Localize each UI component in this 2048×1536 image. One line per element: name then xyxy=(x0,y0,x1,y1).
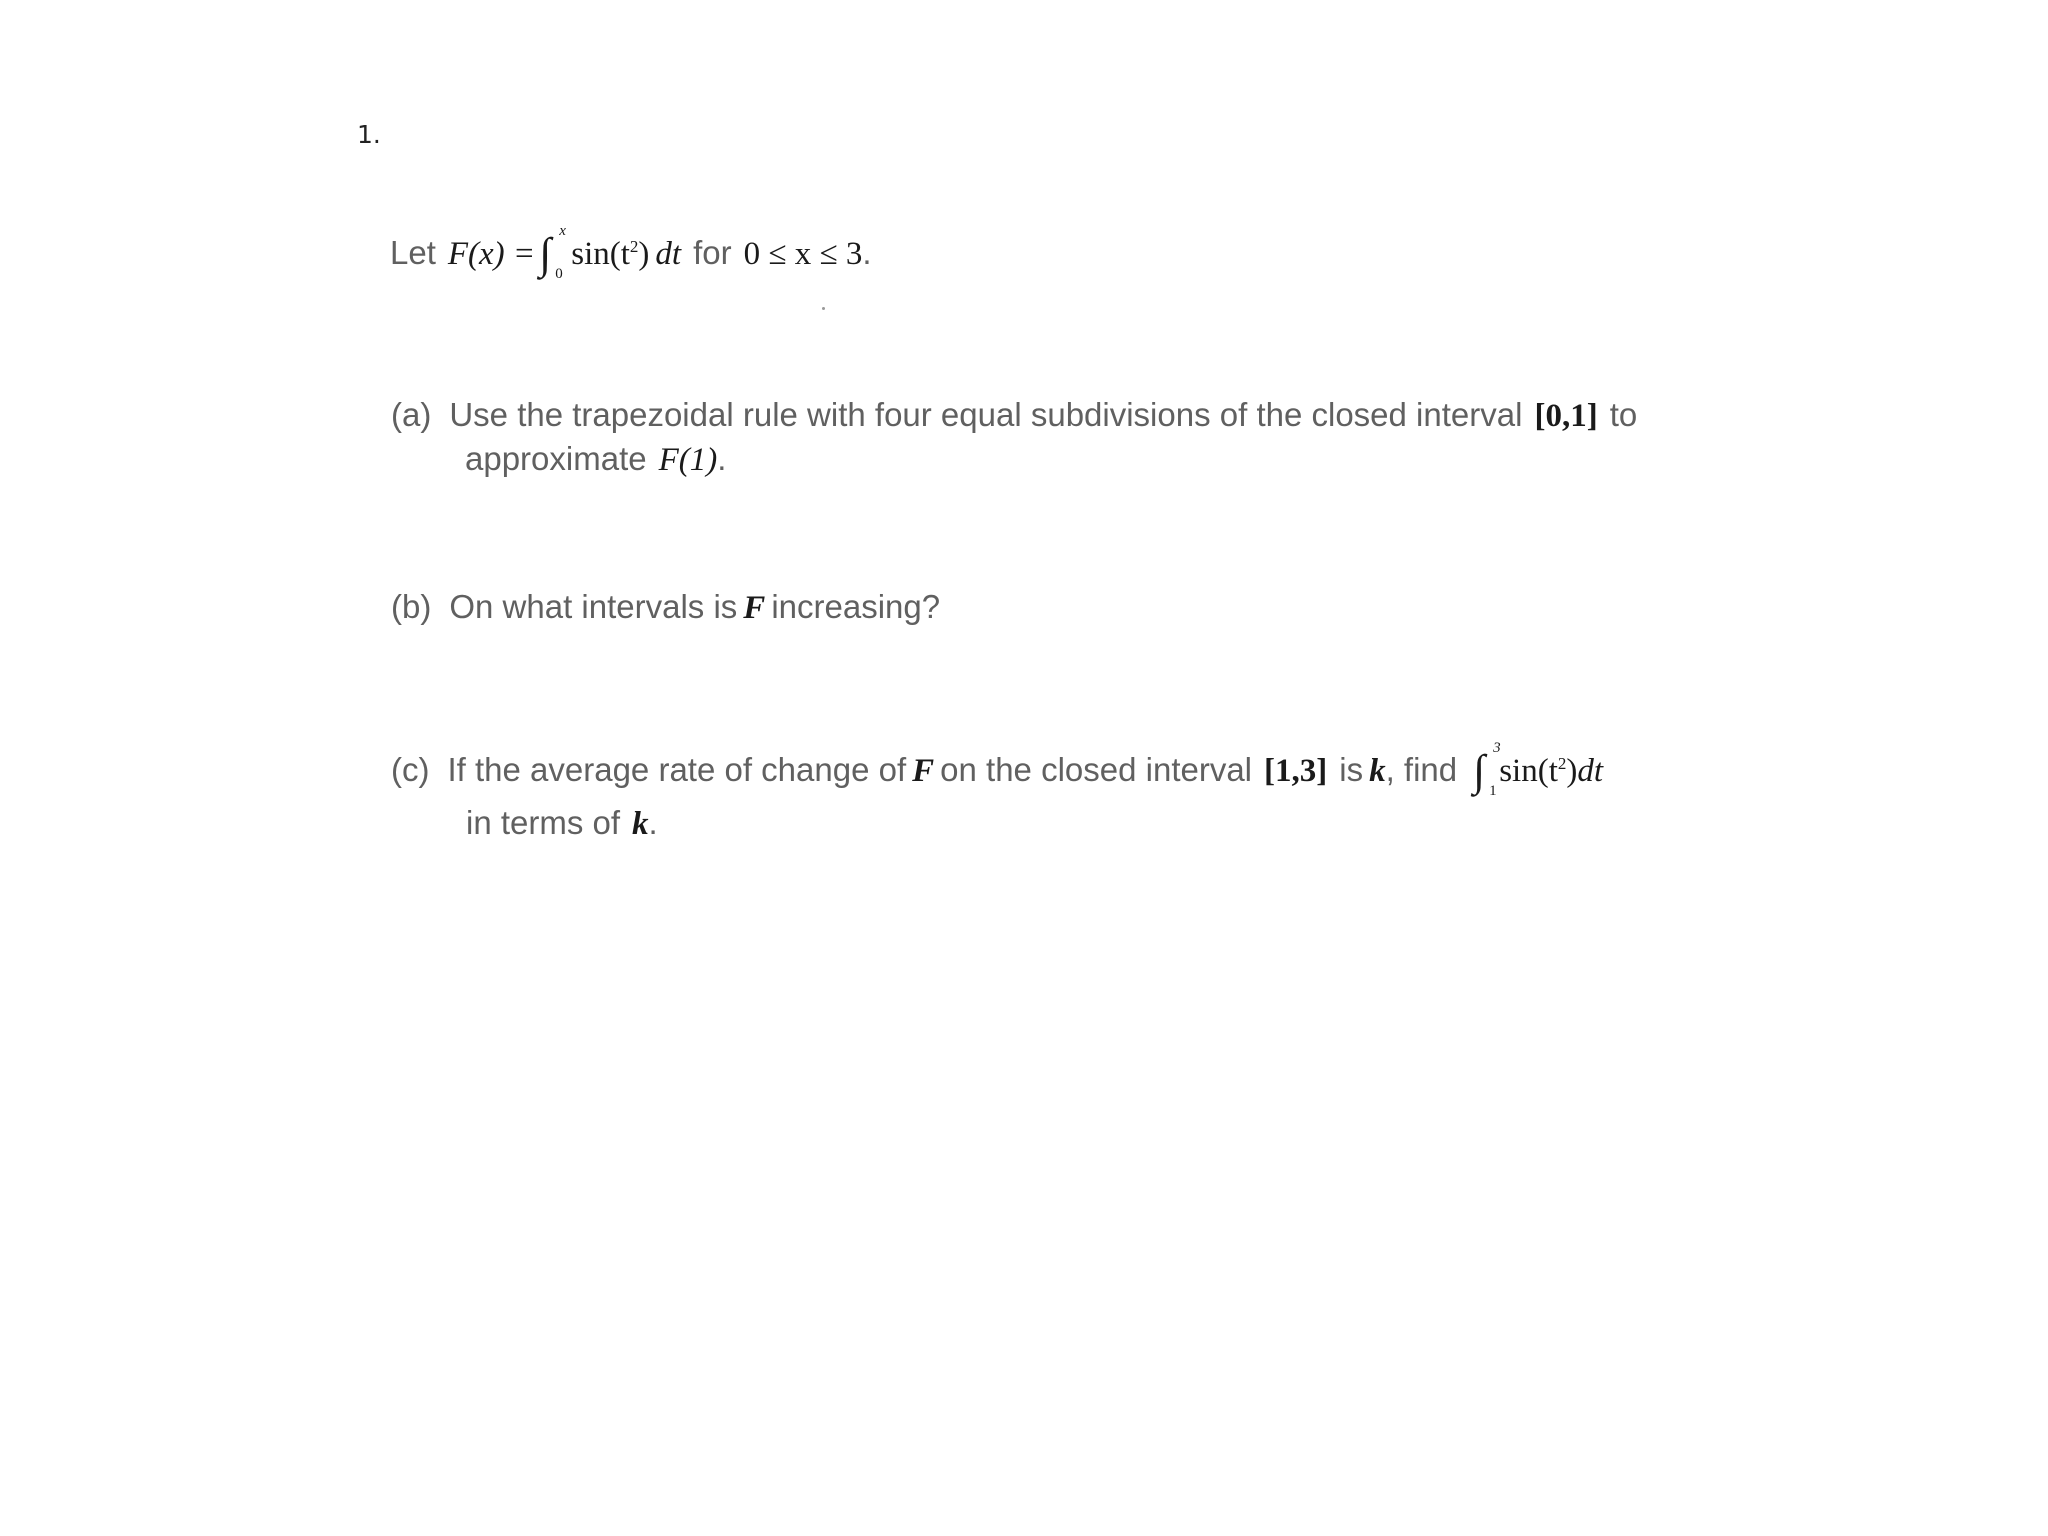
stray-dot xyxy=(822,307,825,310)
part-c-line2-text: in terms of xyxy=(466,804,621,841)
part-c-interval: [1,3] xyxy=(1264,753,1328,789)
part-b-text-after: increasing? xyxy=(771,588,941,625)
integral-sign-c: ∫ 3 1 xyxy=(1473,740,1501,799)
part-c-text1: If the average rate of change of xyxy=(447,751,907,788)
part-c-var-k: k xyxy=(1369,753,1386,789)
question-number: 1. xyxy=(357,120,381,149)
part-a-approximate: approximate xyxy=(465,440,647,477)
integral-c-lower-limit: 1 xyxy=(1489,783,1497,799)
part-b-text-before: On what intervals is xyxy=(449,588,738,625)
question-intro xyxy=(390,223,872,282)
integral-sign: ∫ x 0 xyxy=(539,223,566,282)
part-c-var-k2: k xyxy=(632,806,649,842)
integrand-c: $\sin(t^2)$ xyxy=(1499,753,1578,789)
part-a-expr: F(1) xyxy=(658,442,718,478)
part-c-line1 xyxy=(391,740,1604,799)
part-c-var-f: F xyxy=(912,753,935,789)
differential-c: dt xyxy=(1577,753,1604,789)
integrand: $\sin(t^2)$ xyxy=(571,236,650,272)
part-c-text4: , find xyxy=(1385,751,1458,788)
part-c-line2 xyxy=(466,804,658,843)
part-a-label: (a) xyxy=(391,396,432,433)
integral-lower-limit: 0 xyxy=(555,266,563,282)
part-c-text3: is xyxy=(1339,751,1364,788)
part-b-var: F xyxy=(743,590,766,626)
part-b-label: (b) xyxy=(391,588,432,625)
intro-lhs: F(x) = xyxy=(447,236,536,272)
part-b-line xyxy=(391,588,940,627)
part-a-text: Use the trapezoidal rule with four equal subdivisions of the closed interval xyxy=(449,396,1523,433)
differential: dt xyxy=(655,236,682,272)
part-c-text2: on the closed interval xyxy=(940,751,1253,788)
part-a-end: . xyxy=(717,440,727,477)
intro-end: . xyxy=(862,234,872,271)
integral-c-upper-limit: 3 xyxy=(1493,740,1501,756)
part-a-line1 xyxy=(391,396,1637,435)
intro-lead: Let xyxy=(390,234,436,271)
part-c-end: . xyxy=(648,804,658,841)
intro-for: for xyxy=(693,234,732,271)
part-a-tail: to xyxy=(1609,396,1638,433)
integral-upper-limit: x xyxy=(559,223,566,239)
part-a-interval: [0,1] xyxy=(1534,398,1598,434)
intro-condition: 0 ≤ x ≤ 3 xyxy=(743,236,863,272)
part-a-line2 xyxy=(465,440,726,479)
part-c-label: (c) xyxy=(391,751,430,788)
